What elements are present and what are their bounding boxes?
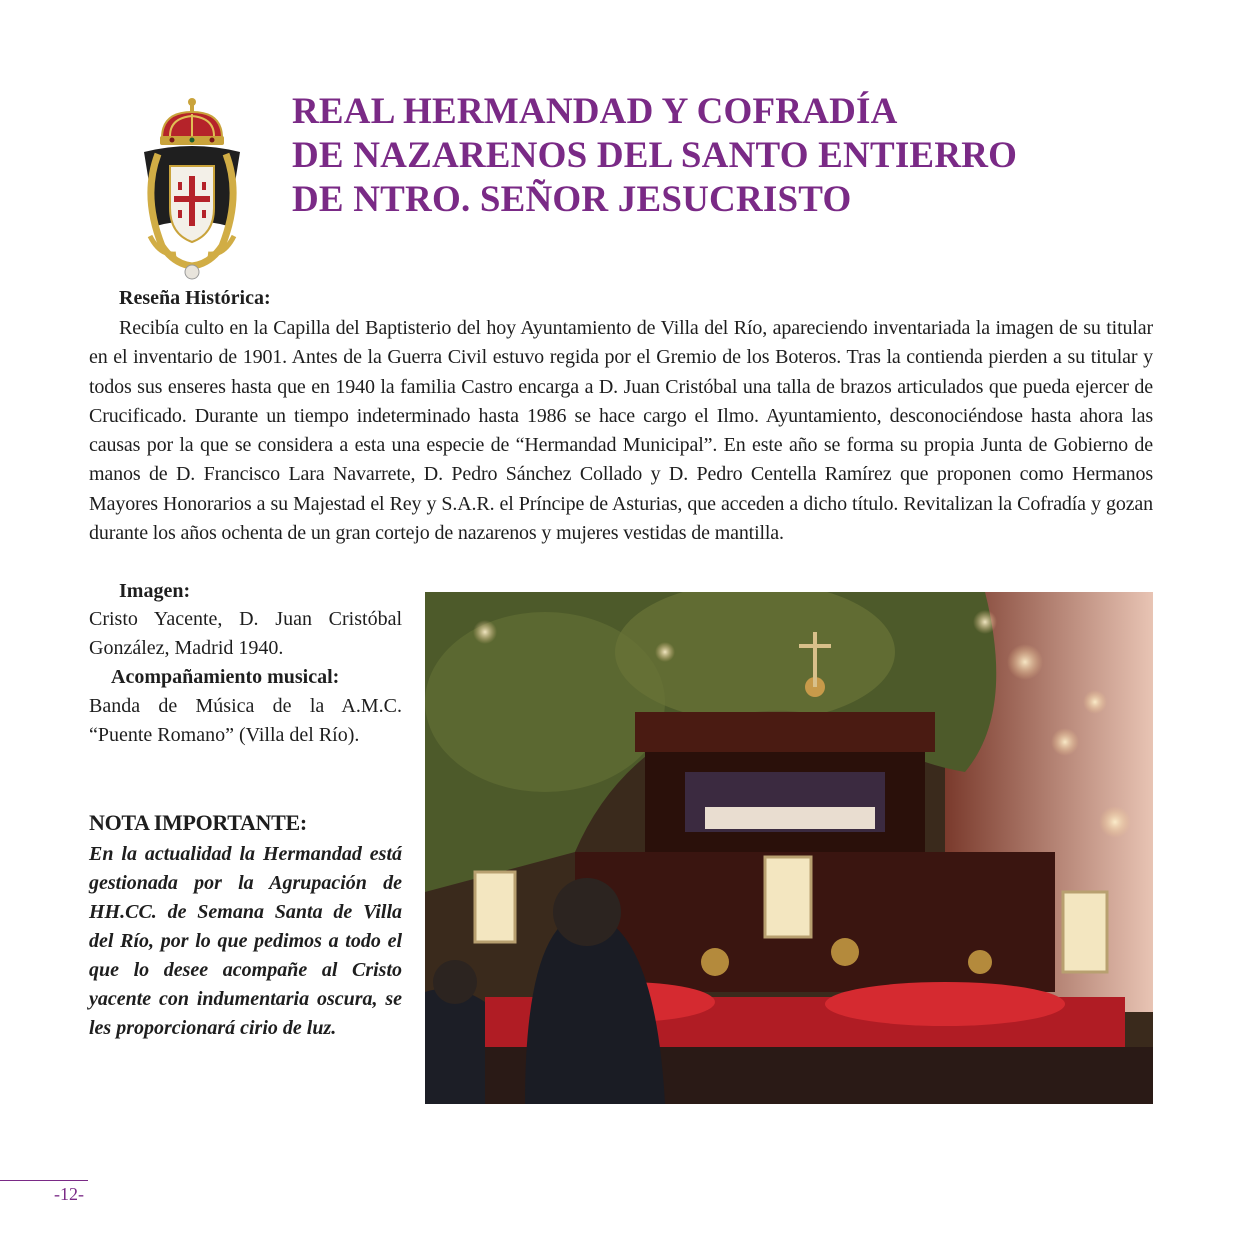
image-description: Cristo Yacente, D. Juan Cristóbal González, Madrid 1940.: [89, 608, 402, 659]
footer-rule: [0, 1180, 88, 1181]
image-heading: Imagen:: [119, 580, 191, 602]
brotherhood-crest-icon: [140, 96, 244, 280]
procession-float-photo: [425, 592, 1153, 1104]
note-paragraph: En la actualidad la Hermandad está gestionada por la Agrupación de HH.CC. de Semana Santa de Villa del Río, por lo que pedimos a todo el que lo desee acompañe al Cristo yacente con indumentaria oscura, se les proporcionará cirio de luz.: [89, 843, 402, 1039]
title-line-2: DE NAZARENOS DEL SANTO ENTIERRO: [292, 135, 1018, 176]
page-number: -12-: [54, 1184, 84, 1204]
title-line-3: DE NTRO. SEÑOR JESUCRISTO: [292, 179, 852, 220]
music-heading: Acompañamiento musical:: [111, 666, 340, 688]
history-heading: Reseña Histórica:: [119, 287, 271, 309]
music-description: Banda de Música de la A.M.C. “Puente Romano” (Villa del Río).: [89, 695, 402, 746]
history-paragraph: Recibía culto en la Capilla del Baptisterio del hoy Ayuntamiento de Villa del Río, apareciendo inventariada la imagen de su titular en el inventario de 1901. Antes de la Guerra Civil estuvo regida por el Gremio de los Boteros. Tras la contienda pierden a su titular y todos sus enseres hasta que en 1940 la familia Castro encarga a D. Juan Cristóbal una talla de brazos articulados que pueda ejercer de Crucificado. Durante un tiempo indeterminado hasta 1986 se hace cargo el Ilmo. Ayuntamiento, desconociéndose hasta ahora las causas por la que se considera a esta una especie de “Hermandad Municipal”. En este año se forma su propia Junta de Gobierno de manos de D. Francisco Lara Navarrete, D. Pedro Sánchez Collado y D. Pedro Centella Ramírez que proponen como Hermanos Mayores Honorarios a su Majestad el Rey y S.A.R. el Príncipe de Asturias, que acceden a dicho título. Revitalizan la Cofradía y gozan durante los años ochenta de un gran cortejo de nazarenos y mujeres vestidas de mantilla.: [89, 317, 1153, 545]
title-line-1: REAL HERMANDAD Y COFRADÍA: [292, 91, 898, 132]
note-heading: NOTA IMPORTANTE:: [89, 810, 307, 835]
page-title: [292, 90, 1192, 222]
